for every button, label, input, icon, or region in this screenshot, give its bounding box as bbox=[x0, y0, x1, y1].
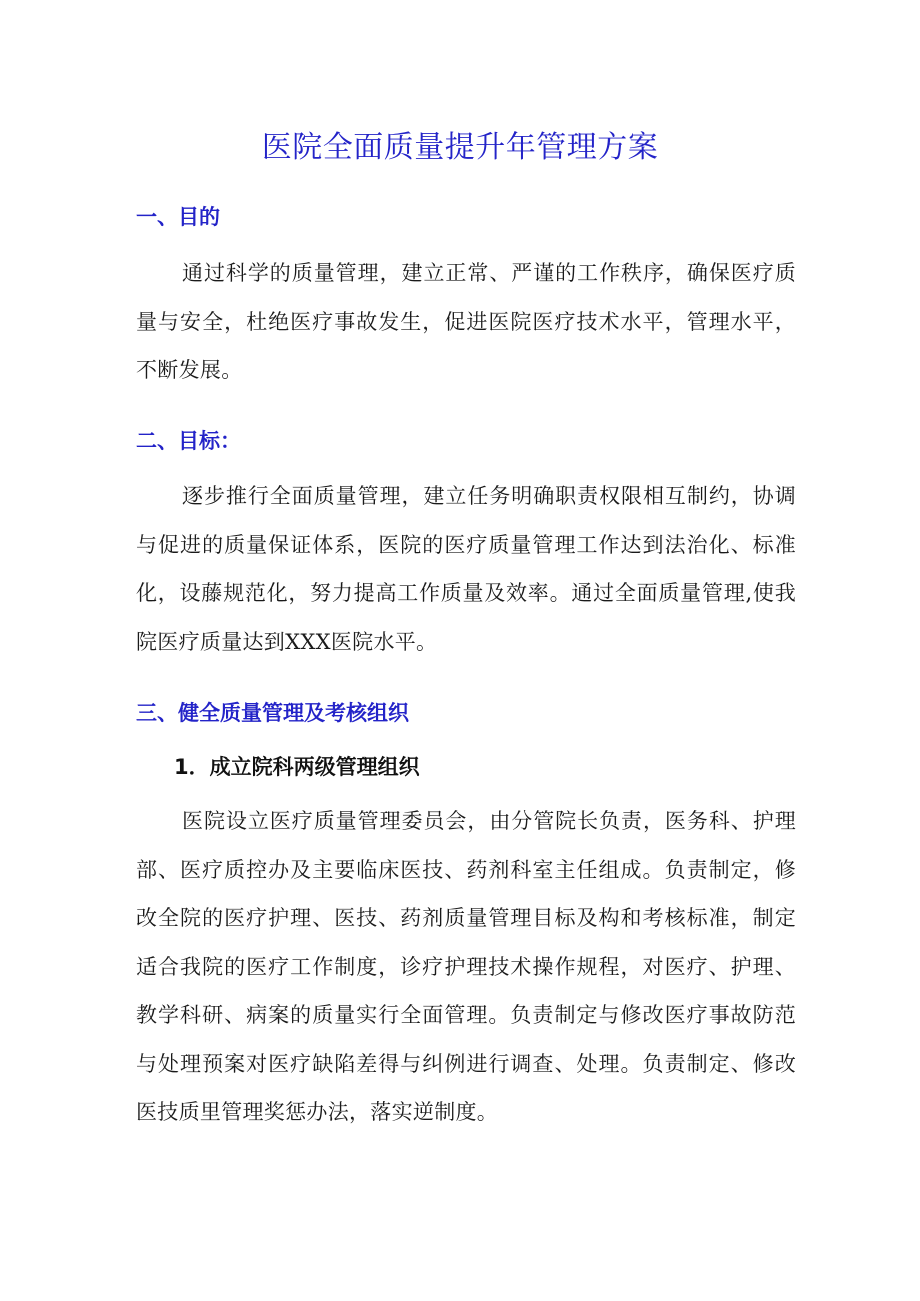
section-paragraph-purpose: 通过科学的质量管理，建立正常、严谨的工作秩序，确保医疗质量与安全，杜绝医疗事故发生，促进医院医疗技术水平，管理水平，不断发展。 bbox=[136, 261, 796, 382]
section-heading-purpose: 一、目的 bbox=[136, 205, 220, 229]
section-paragraph-organization: 医院设立医疗质量管理委员会，由分管院长负责，医务科、护理部、医疗质控办及主要临床医技、药剂科室主任组成。负责制定，修改全院的医疗护理、医技、药剂质量管理目标及构和考核标准，制定适合我院的医疗工作制度，诊疗护理技术操作规程，对医疗、护理、教学科研、病案的质量实行全面管理。负责制定与修改医疗事故防范与处理预案对医疗缺陷差得与纠例进行调查、处理。负责制定、修改医技质里管理奖惩办法，落实逆制度。 bbox=[136, 809, 796, 1124]
document-title: 医院全面质量提升年管理方案 bbox=[261, 130, 659, 165]
section-paragraph-goals: 逐步推行全面质量管理，建立任务明确职责权限相互制约，协调与促进的质量保证体系，医院的医疗质量管理工作达到法治化、标准化，设藤规范化，努力提高工作质量及效率。通过全面质量管理,使我院医疗质量达到XXX医院水平。 bbox=[136, 484, 796, 654]
section-heading-organization: 三、健全质量管理及考核组织 bbox=[136, 701, 409, 725]
subsection-heading-two-level-management: 1．成立院科两级管理组织 bbox=[174, 755, 420, 779]
section-heading-goals: 二、目标： bbox=[136, 429, 241, 453]
